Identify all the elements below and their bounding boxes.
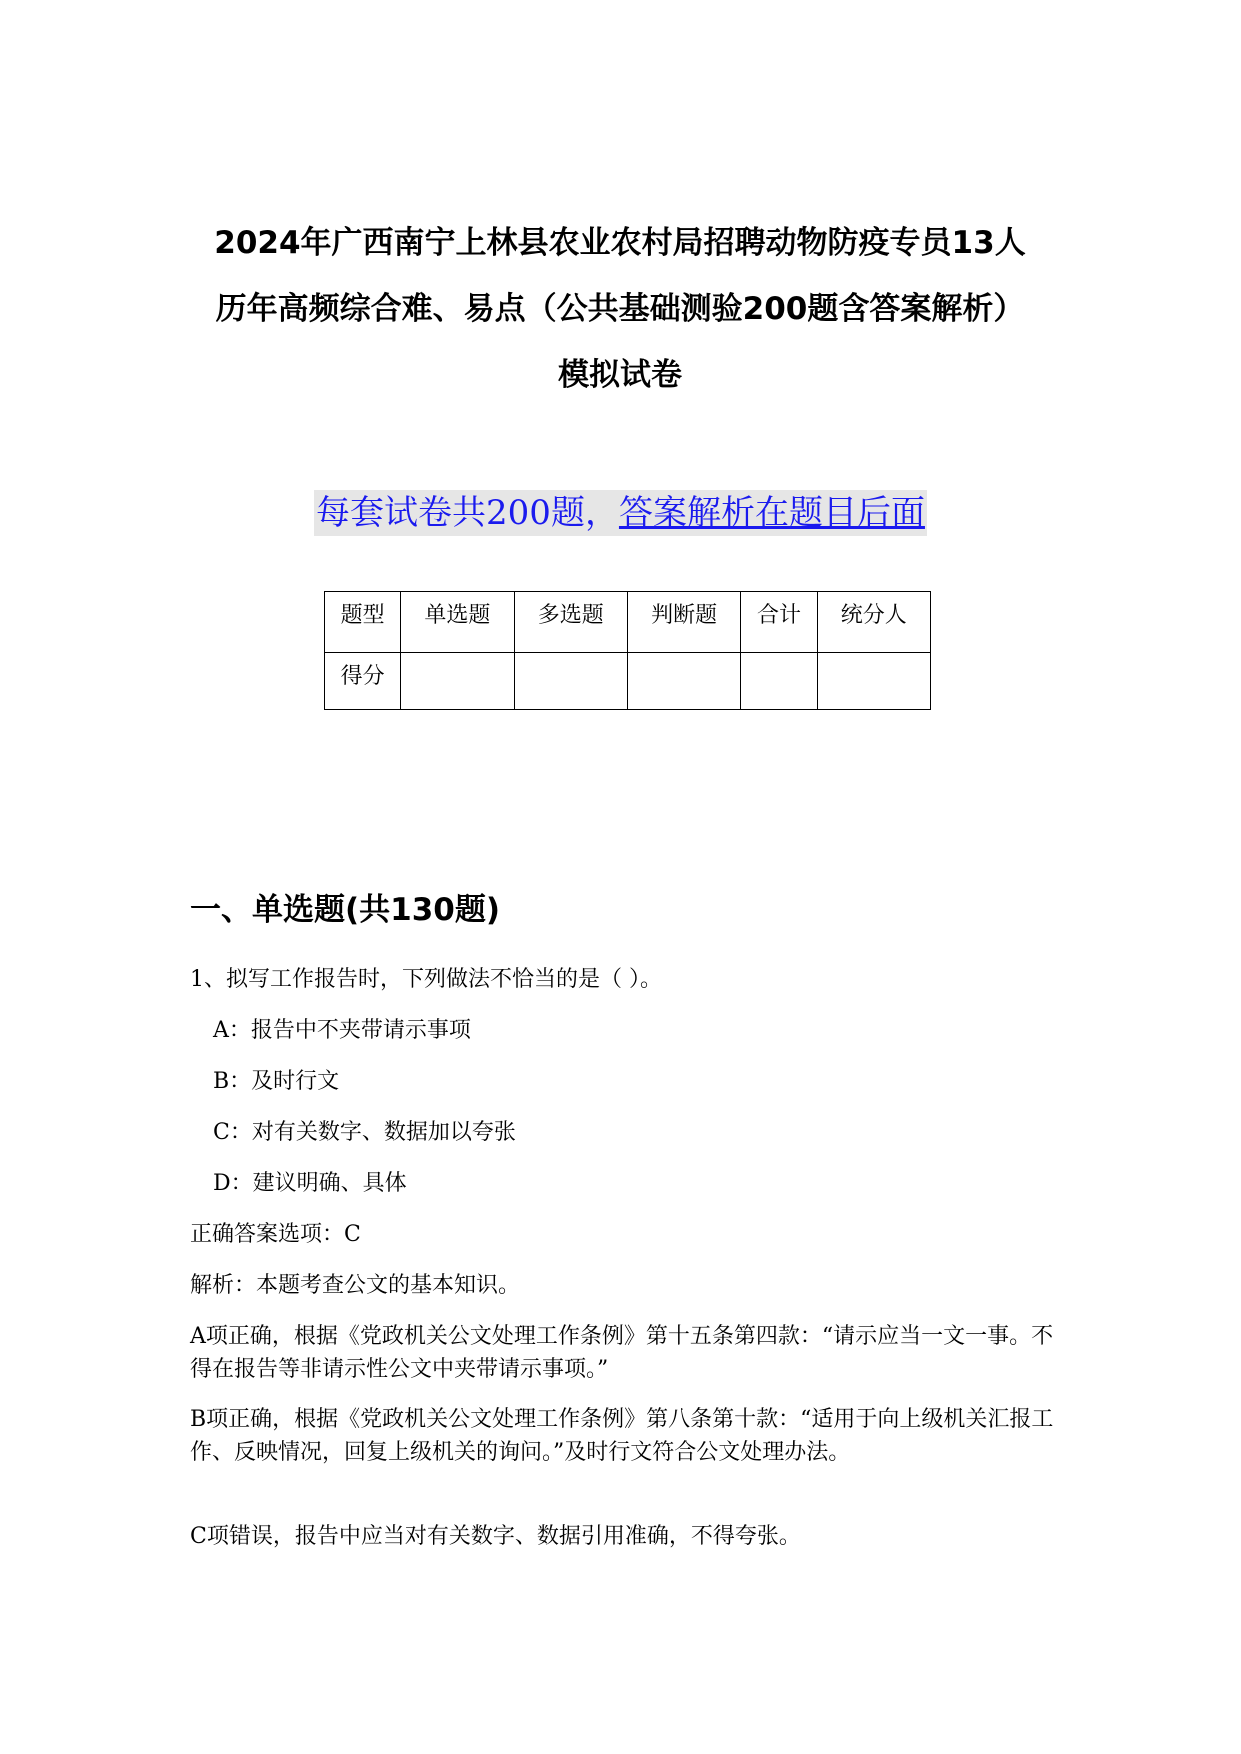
score-table — [324, 591, 931, 710]
option-d: D：建议明确、具体 — [213, 1171, 407, 1196]
score-table-header-row — [325, 592, 931, 653]
header-cell-single: 单选题 — [401, 592, 514, 653]
analysis-intro: 解析：本题考查公文的基本知识。 — [190, 1273, 521, 1298]
question-stem: 1、拟写工作报告时，下列做法不恰当的是（ ）。 — [190, 967, 662, 992]
section-heading: 一、单选题(共130题) — [190, 892, 501, 928]
document-title — [150, 210, 1090, 408]
analysis-paragraph-b: B项正确，根据《党政机关公文处理工作条例》第八条第十款：“适用于向上级机关汇报工作、反映情况，回复上级机关的询问。”及时行文符合公文处理办法。 — [190, 1407, 1054, 1465]
header-cell-multiple: 多选题 — [514, 592, 627, 653]
header-cell-type: 题型 — [325, 592, 401, 653]
score-cell-single[interactable] — [401, 653, 514, 710]
option-c: C：对有关数字、数据加以夸张 — [213, 1120, 516, 1145]
header-cell-total: 合计 — [741, 592, 817, 653]
notice-link[interactable]: 答案解析在题目后面 — [618, 493, 925, 533]
option-a: A：报告中不夹带请示事项 — [213, 1018, 471, 1043]
score-cell-judge[interactable] — [627, 653, 740, 710]
analysis-paragraph-c: C项错误，报告中应当对有关数字、数据引用准确，不得夸张。 — [190, 1524, 801, 1549]
notice-text: 每套试卷共200题， — [316, 493, 619, 533]
header-cell-judge: 判断题 — [627, 592, 740, 653]
score-cell-total[interactable] — [741, 653, 817, 710]
analysis-paragraph-a: A项正确，根据《党政机关公文处理工作条例》第十五条第四款：“请示应当一文一事。不得在报告等非请示性公文中夹带请示事项。” — [190, 1324, 1054, 1382]
correct-answer: 正确答案选项：C — [190, 1222, 361, 1247]
option-b: B：及时行文 — [213, 1069, 340, 1094]
title-line-2: 历年高频综合难、易点（公共基础测验200题含答案解析） — [215, 291, 1025, 327]
title-line-1: 2024年广西南宁上林县农业农村局招聘动物防疫专员13人 — [214, 225, 1026, 261]
score-cell-scorer[interactable] — [817, 653, 930, 710]
title-line-3: 模拟试卷 — [558, 357, 682, 393]
notice-banner — [314, 490, 927, 536]
header-cell-scorer: 统分人 — [817, 592, 930, 653]
score-table-score-row — [325, 653, 931, 710]
row-label-score: 得分 — [325, 653, 401, 710]
score-cell-multiple[interactable] — [514, 653, 627, 710]
exam-notice — [0, 490, 1241, 536]
